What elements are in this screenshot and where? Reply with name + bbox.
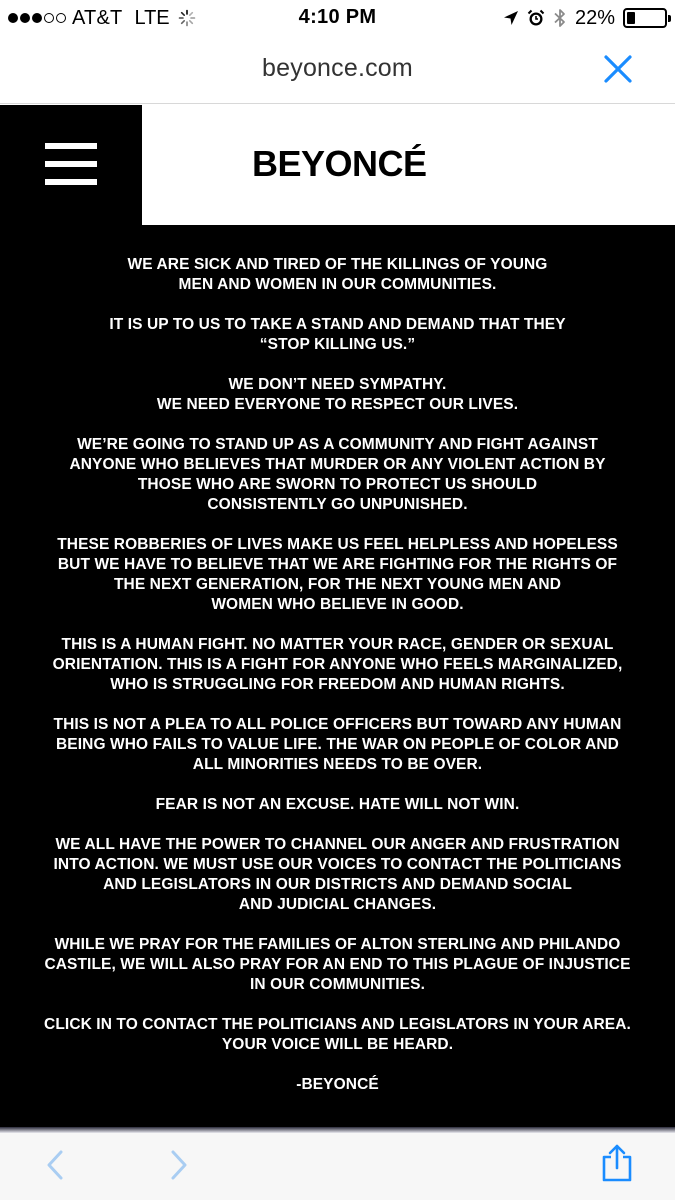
statement-paragraph: IT IS UP TO US TO TAKE A STAND AND DEMAND THAT THEY “STOP KILLING US.” (109, 316, 566, 353)
site-logo[interactable]: BEYONCÉ (252, 143, 427, 184)
status-right (503, 6, 667, 30)
statement-paragraph: WHILE WE PRAY FOR THE FAMILIES OF ALTON STERLING AND PHILANDO CASTILE, WE WILL ALSO PRAY FOR AN END TO THIS PLAGUE OF INJUSTICE IN OUR COMMUNITIES. (44, 936, 631, 993)
status-time: 4:10 PM (298, 6, 377, 28)
signature: -BEYONCÉ (296, 1076, 379, 1093)
status-bar (0, 0, 675, 36)
menu-bar-top (45, 143, 97, 149)
web-page (0, 105, 675, 1127)
battery-icon (623, 8, 667, 28)
statement-paragraph: WE DON’T NEED SYMPATHY. WE NEED EVERYONE TO RESPECT OUR LIVES. (156, 376, 519, 413)
statement-paragraph: WE ARE SICK AND TIRED OF THE KILLINGS OF YOUNG MEN AND WOMEN IN OUR COMMUNITIES. (127, 256, 548, 293)
close-icon[interactable] (601, 52, 635, 86)
battery-percent-label: 22% (574, 6, 615, 29)
chevron-left-icon[interactable] (38, 1147, 74, 1183)
url-address[interactable]: beyonce.com (262, 54, 413, 82)
browser-toolbar (0, 1133, 675, 1200)
share-icon[interactable] (598, 1143, 636, 1183)
hamburger-menu-icon[interactable] (0, 105, 142, 225)
statement-paragraph: WE’RE GOING TO STAND UP AS A COMMUNITY AND FIGHT AGAINST ANYONE WHO BELIEVES THAT MURDER OR ANY VIOLENT ACTION BY THOSE WHO ARE SWORN TO PROTECT US SHOULD CONSISTENTLY GO UNPUNISHED. (69, 436, 606, 513)
alarm-clock-icon (527, 9, 545, 27)
location-arrow-icon (503, 10, 519, 26)
menu-bar-bottom (45, 179, 97, 185)
bluetooth-icon (553, 8, 567, 28)
menu-bar-middle (45, 161, 97, 167)
chevron-right-icon[interactable] (160, 1147, 196, 1183)
statement-paragraph-cta[interactable]: CLICK IN TO CONTACT THE POLITICIANS AND LEGISLATORS IN YOUR AREA. YOUR VOICE WILL BE HEARD. (44, 1016, 631, 1053)
battery-level-fill (627, 12, 635, 24)
browser-url-bar (0, 36, 675, 104)
statement-paragraph: WE ALL HAVE THE POWER TO CHANNEL OUR ANGER AND FRUSTRATION INTO ACTION. WE MUST USE OUR VOICES TO CONTACT THE POLITICIANS AND LEGISLATORS IN OUR DISTRICTS AND DEMAND SOCIAL AND JUDICIAL CHANGES. (53, 836, 622, 913)
network-type-label: LTE (134, 6, 170, 29)
statement-paragraph: FEAR IS NOT AN EXCUSE. HATE WILL NOT WIN. (155, 796, 520, 813)
statement-text (0, 255, 675, 1115)
statement-paragraph: THESE ROBBERIES OF LIVES MAKE US FEEL HELPLESS AND HOPELESS BUT WE HAVE TO BELIEVE THAT WE ARE FIGHTING FOR THE RIGHTS OF THE NEXT GENERATION, FOR THE NEXT YOUNG MEN AND WOMEN WHO BELIEVE IN GOOD. (57, 536, 618, 613)
statement-paragraph: THIS IS A HUMAN FIGHT. NO MATTER YOUR RACE, GENDER OR SEXUAL ORIENTATION. THIS IS A FIGHT FOR ANYONE WHO FEELS MARGINALIZED, WHO IS STRUGGLING FOR FREEDOM AND HUMAN RIGHTS. (52, 636, 623, 693)
carrier-label: AT&T (72, 6, 123, 29)
statement-paragraph: THIS IS NOT A PLEA TO ALL POLICE OFFICERS BUT TOWARD ANY HUMAN BEING WHO FAILS TO VALUE LIFE. THE WAR ON PEOPLE OF COLOR AND ALL MINORITIES NEEDS TO BE OVER. (53, 716, 622, 773)
site-header (142, 105, 675, 225)
